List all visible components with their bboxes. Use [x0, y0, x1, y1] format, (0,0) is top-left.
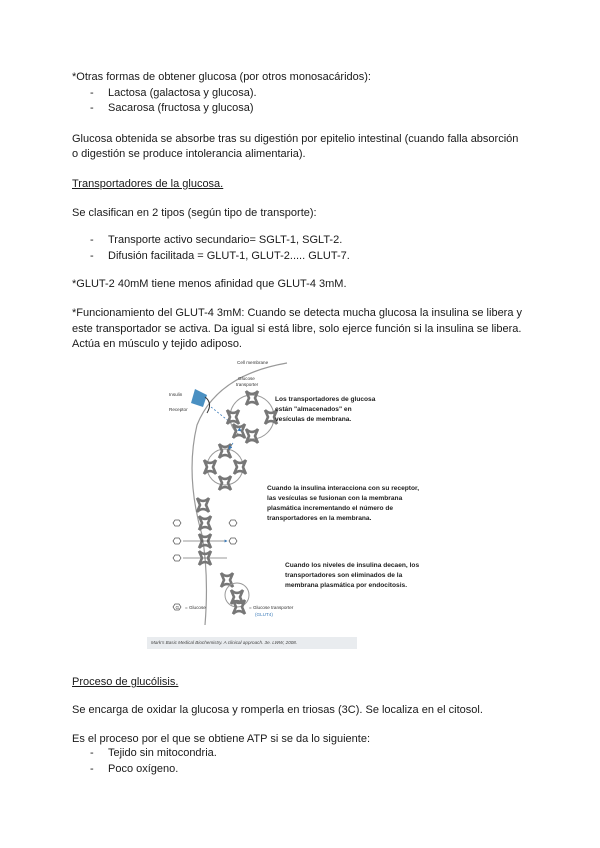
figure-text-2: transportadores en la membrana. [267, 515, 372, 522]
glycolysis-title: Proceso de glucólisis. [72, 676, 179, 688]
glucose-legend-symbol: G [175, 605, 180, 610]
glucose-transporter-label-2: transporter [236, 382, 259, 387]
glut4-line1: *Funcionamiento del GLUT-4 3mM: Cuando se detecta mucha glucosa la insulina se libera y [72, 307, 523, 319]
insulin-label: Insulin [169, 392, 183, 397]
list-item: - Tejido sin mitocondria. [90, 747, 217, 759]
cell-membrane-label: Cell membrane [237, 360, 269, 365]
absorption-line1: Glucosa obtenida se absorbe tras su digestión por epitelio intestinal (cuando falla absorción [72, 133, 519, 145]
glut4-line2: este transportador se activa. Da igual si está libre, solo ejerce función si la insulina se libera. [72, 323, 522, 335]
list-item: - Sacarosa (fructosa y glucosa) [90, 102, 254, 114]
glut4-figure [147, 355, 453, 653]
figure-text-1: vesículas de membrana. [275, 416, 352, 423]
transporter-icon [246, 429, 258, 443]
glucose-transporter-label: Glucose [238, 376, 255, 381]
figure-text-2: las vesículas se fusionan con la membrana [267, 495, 403, 502]
glucose-icon [173, 555, 181, 561]
list-item: - Lactosa (galactosa y glucosa). [90, 87, 257, 99]
transporters-title: Transportadores de la glucosa. [72, 178, 224, 190]
figure-text-1: están "almacenados" en [275, 406, 352, 413]
figure-text-2: plasmática incrementando el número de [267, 505, 394, 512]
transporter-icon [204, 460, 216, 474]
figure-text-3: membrana plasmática por endocitosis. [285, 582, 408, 589]
insulin-receptor-icon [191, 389, 207, 407]
glut4-line3: Actúa en músculo y tejido adiposo. [72, 338, 242, 350]
figure-text-3: transportadores son eliminados de la [285, 572, 403, 579]
intro-heading: *Otras formas de obtener glucosa (por otros monosacáridos): [72, 71, 371, 83]
transporter-icon [233, 424, 245, 438]
legend-transporter: = Glucose transporter [249, 605, 294, 610]
transporter-icon [227, 410, 239, 424]
cell-membrane [192, 363, 287, 625]
receptor-label: Receptor [169, 407, 188, 412]
absorption-line2: o digestión se produce intolerancia alimentaria). [72, 148, 306, 160]
legend-glucose: = Glucose [185, 605, 206, 610]
figure-text-1: Los transportadores de glucosa [275, 396, 376, 403]
glut4-diagram [147, 355, 453, 637]
transporter-icon [219, 476, 231, 490]
list-item: - Difusión facilitada = GLUT-1, GLUT-2..... GLUT-7. [90, 250, 350, 262]
figure-text-3: Cuando los niveles de insulina decaen, los [285, 562, 420, 569]
glucose-icon [173, 538, 181, 544]
list-item: - Transporte activo secundario= SGLT-1, SGLT-2. [90, 234, 343, 246]
figure-caption: Mark's Basic Medical Biochemistry. A clinical approach. 3e. LWW, 2008. [147, 637, 357, 649]
glucose-icon [229, 520, 237, 526]
glut2-note: *GLUT-2 40mM tiene menos afinidad que GLUT-4 3mM. [72, 278, 347, 290]
transporters-intro: Se clasifican en 2 tipos (según tipo de transporte): [72, 207, 317, 219]
transporter-icon [246, 391, 258, 405]
legend-glut4: (GLUT4) [255, 612, 273, 617]
glucose-icon [229, 538, 237, 544]
transporter-icon [197, 498, 209, 512]
transporter-icon [219, 444, 231, 458]
list-item: - Poco oxígeno. [90, 763, 179, 775]
transporter-icon [234, 460, 246, 474]
glycolysis-line2: Es el proceso por el que se obtiene ATP si se da lo siguiente: [72, 733, 370, 745]
transporter-icon [199, 516, 211, 530]
glycolysis-line1: Se encarga de oxidar la glucosa y romperla en triosas (3C). Se localiza en el citosol. [72, 704, 483, 716]
glucose-icon [173, 520, 181, 526]
figure-text-2: Cuando la insulina interacciona con su receptor, [267, 485, 420, 492]
